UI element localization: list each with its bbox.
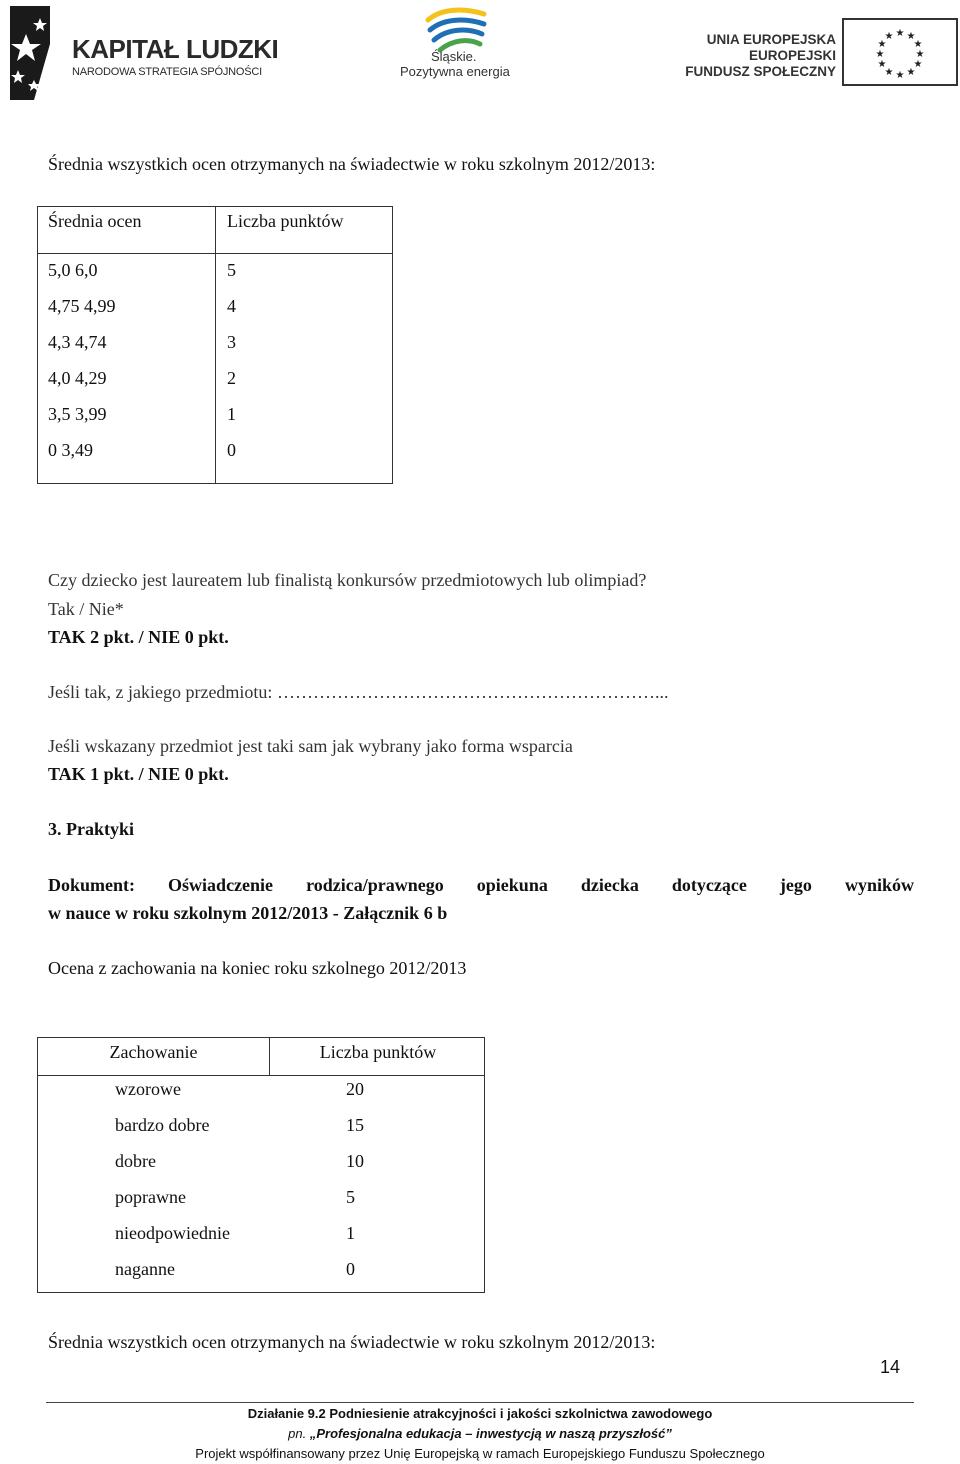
- average-grades-heading: Średnia wszystkich ocen otrzymanych na świadectwie w roku szkolnym 2012/2013:: [48, 154, 656, 174]
- footer-line-2: [0, 1426, 960, 1442]
- table-cell: 3,5 3,99: [48, 404, 107, 424]
- table-cell: 20: [346, 1079, 364, 1099]
- svg-text:★: ★: [913, 39, 923, 50]
- table-cell: 2: [227, 368, 236, 388]
- table-cell: dobre: [115, 1151, 156, 1171]
- table-header-points: Liczba punktów: [227, 211, 344, 231]
- document-line-1: Dokument: Oświadczenie rodzica/prawnego opiekuna dziecka dotyczące jego wyników: [48, 875, 914, 895]
- footer-prefix: pn.: [288, 1426, 307, 1441]
- footer-line-3: Projekt współfinansowany przez Unię Europejską w ramach Europejskiego Funduszu Społecznego: [195, 1446, 765, 1461]
- table-cell: 0: [346, 1259, 355, 1279]
- laureate-points: TAK 2 pkt. / NIE 0 pkt.: [48, 627, 229, 647]
- table-cell: wzorowe: [115, 1079, 181, 1099]
- table-cell: 4: [227, 296, 236, 316]
- eu-text: [676, 32, 836, 80]
- same-subject-points: TAK 1 pkt. / NIE 0 pkt.: [48, 764, 229, 784]
- table-cell: nieodpowiednie: [115, 1223, 230, 1243]
- eu-flag-icon: [842, 18, 958, 86]
- svg-text:★: ★: [913, 59, 923, 70]
- table-cell: 5: [346, 1187, 355, 1207]
- slaskie-name: Śląskie.: [431, 49, 477, 64]
- slaskie-tagline: Pozytywna energia: [400, 64, 510, 79]
- table-cell: 4,3 4,74: [48, 332, 107, 352]
- table-header-behavior: Zachowanie: [109, 1042, 198, 1062]
- closing-average-heading: Średnia wszystkich ocen otrzymanych na świadectwie w roku szkolnym 2012/2013:: [48, 1332, 656, 1352]
- svg-text:★: ★: [877, 59, 887, 70]
- footer-project-title: „Profesjonalna edukacja – inwestycją w naszą przyszłość”: [309, 1426, 672, 1441]
- page-number: 14: [880, 1357, 901, 1377]
- svg-text:★: ★: [877, 39, 887, 50]
- svg-text:★: ★: [915, 49, 925, 60]
- behavior-points-table: [37, 1037, 485, 1293]
- svg-text:★: ★: [906, 67, 916, 78]
- kapital-ludzki-subtitle: NARODOWA STRATEGIA SPÓJNOŚCI: [72, 66, 262, 78]
- subject-prompt: Jeśli tak, z jakiego przedmiotu: ………………………………………………………...: [48, 682, 669, 702]
- table-cell: 1: [346, 1223, 355, 1243]
- table-cell: poprawne: [115, 1187, 186, 1207]
- document-line-2: w nauce w roku szkolnym 2012/2013 - Załącznik 6 b: [48, 903, 448, 923]
- laureate-options: Tak / Nie*: [48, 599, 124, 619]
- table-cell: 4,75 4,99: [48, 296, 116, 316]
- svg-text:★: ★: [884, 67, 894, 78]
- svg-text:★: ★: [906, 31, 916, 42]
- kapital-ludzki-emblem: [4, 4, 56, 100]
- table-header-points: Liczba punktów: [319, 1042, 437, 1062]
- eu-line-1: UNIA EUROPEJSKA: [706, 32, 836, 47]
- eu-line-3: FUNDUSZ SPOŁECZNY: [685, 64, 836, 79]
- svg-text:★: ★: [895, 28, 905, 39]
- svg-text:★: ★: [895, 70, 905, 81]
- grades-points-table: [37, 206, 393, 484]
- table-cell: 4,0 4,29: [48, 368, 107, 388]
- table-cell: 5: [227, 260, 236, 280]
- table-cell: naganne: [115, 1259, 175, 1279]
- footer-divider: [46, 1402, 914, 1403]
- table-header-average: Średnia ocen: [48, 211, 142, 231]
- table-cell: bardzo dobre: [115, 1115, 210, 1135]
- table-cell: 0 3,49: [48, 440, 93, 460]
- svg-text:★: ★: [875, 49, 885, 60]
- table-cell: 3: [227, 332, 236, 352]
- section-heading: 3. Praktyki: [48, 819, 135, 839]
- table-cell: 10: [346, 1151, 364, 1171]
- same-subject-question: Jeśli wskazany przedmiot jest taki sam jak wybrany jako forma wsparcia: [48, 736, 573, 756]
- footer-line-1: Działanie 9.2 Podniesienie atrakcyjności i jakości szkolnictwa zawodowego: [247, 1406, 713, 1421]
- behavior-heading: Ocena z zachowania na koniec roku szkolnego 2012/2013: [48, 958, 467, 978]
- svg-text:★: ★: [884, 31, 894, 42]
- eu-line-2: EUROPEJSKI: [748, 48, 836, 63]
- table-cell: 5,0 6,0: [48, 260, 98, 280]
- table-cell: 1: [227, 404, 236, 424]
- table-cell: 15: [346, 1115, 364, 1135]
- kapital-ludzki-title: KAPITAŁ LUDZKI: [72, 34, 279, 64]
- laureate-question: Czy dziecko jest laureatem lub finalistą konkursów przedmiotowych lub olimpiad?: [48, 570, 647, 590]
- table-cell: 0: [227, 440, 236, 460]
